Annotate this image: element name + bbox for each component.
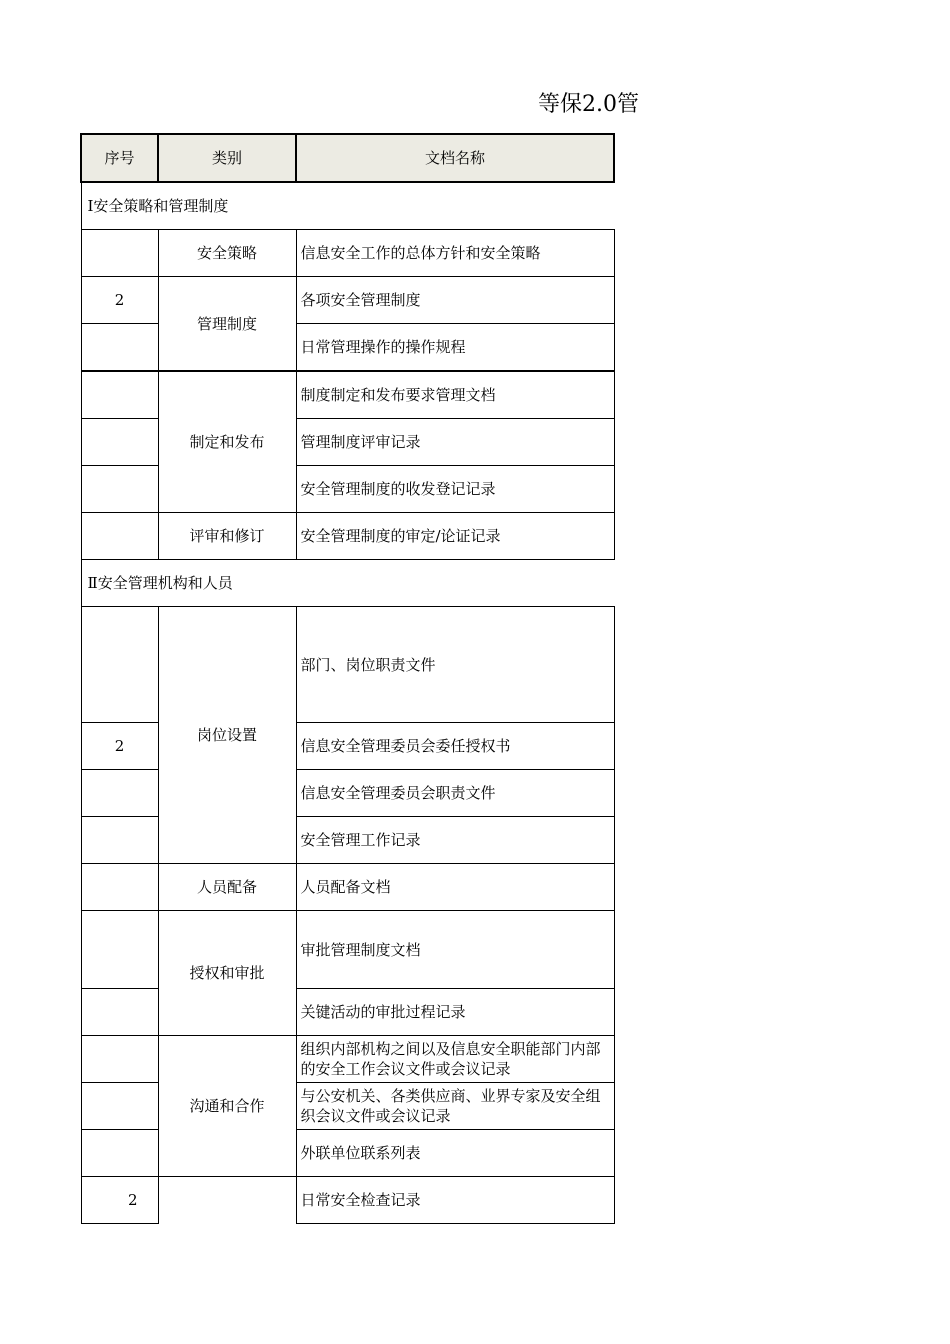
row-document: 信息安全工作的总体方针和安全策略: [296, 230, 614, 277]
row-no: [81, 989, 158, 1036]
row-no: 2: [81, 723, 158, 770]
row-no: 2: [81, 1177, 158, 1224]
row-no: [81, 817, 158, 864]
row-no: [81, 324, 158, 372]
row-no: [81, 230, 158, 277]
row-category: 岗位设置: [158, 607, 296, 864]
row-document: [296, 1036, 614, 1083]
row-no: 2: [81, 277, 158, 324]
row-category: 沟通和合作: [158, 1036, 296, 1177]
page-title: 等保2.0管: [538, 92, 639, 117]
section-label: Ⅰ安全策略和管理制度: [81, 182, 614, 230]
row-no: [81, 1083, 158, 1130]
row-no: [81, 371, 158, 419]
row-document: 人员配备文档: [296, 864, 614, 911]
table-header-row: [81, 134, 614, 182]
row-document: 外联单位联系列表: [296, 1130, 614, 1177]
row-document: 信息安全管理委员会委任授权书: [296, 723, 614, 770]
row-category: [158, 1177, 296, 1224]
row-document: 日常安全检查记录: [296, 1177, 614, 1224]
row-document: 安全管理工作记录: [296, 817, 614, 864]
table-row: [81, 513, 614, 560]
table-row: [81, 864, 614, 911]
row-document: [296, 1083, 614, 1130]
row-document: 日常管理操作的操作规程: [296, 324, 614, 372]
header-no: 序号: [81, 134, 158, 182]
row-document: 安全管理制度的审定/论证记录: [296, 513, 614, 560]
row-document-text: 与公安机关、各类供应商、业界专家及安全组织会议文件或会议记录: [300, 1087, 601, 1125]
row-no: [81, 911, 158, 989]
table-row: [81, 1036, 614, 1083]
row-document: 信息安全管理委员会职责文件: [296, 770, 614, 817]
section-row: [81, 560, 614, 607]
row-no: [81, 419, 158, 466]
section-label: Ⅱ安全管理机构和人员: [81, 560, 614, 607]
row-category: 制定和发布: [158, 371, 296, 513]
row-document: 管理制度评审记录: [296, 419, 614, 466]
row-category: 授权和审批: [158, 911, 296, 1036]
table-row: [81, 277, 614, 324]
row-document: 审批管理制度文档: [296, 911, 614, 989]
table-row: [81, 371, 614, 419]
table-row: [81, 607, 614, 723]
row-document: 关键活动的审批过程记录: [296, 989, 614, 1036]
row-no: [81, 513, 158, 560]
table-row: [81, 1177, 614, 1224]
row-no: [81, 1036, 158, 1083]
row-category: 安全策略: [158, 230, 296, 277]
row-document: 制度制定和发布要求管理文档: [296, 371, 614, 419]
header-category: 类别: [158, 134, 296, 182]
header-document: 文档名称: [296, 134, 614, 182]
row-document-text: 组织内部机构之间以及信息安全职能部门内部的安全工作会议文件或会议记录: [300, 1040, 601, 1078]
row-no: [81, 1130, 158, 1177]
table-row: [81, 230, 614, 277]
row-no: [81, 864, 158, 911]
row-no: [81, 607, 158, 723]
table-row: [81, 911, 614, 989]
row-no: [81, 466, 158, 513]
row-document: 安全管理制度的收发登记记录: [296, 466, 614, 513]
row-document: 各项安全管理制度: [296, 277, 614, 324]
document-table: [80, 133, 615, 1224]
row-category: 管理制度: [158, 277, 296, 372]
row-no: [81, 770, 158, 817]
row-category: 评审和修订: [158, 513, 296, 560]
section-row: [81, 182, 614, 230]
row-document: 部门、岗位职责文件: [296, 607, 614, 723]
row-category: 人员配备: [158, 864, 296, 911]
